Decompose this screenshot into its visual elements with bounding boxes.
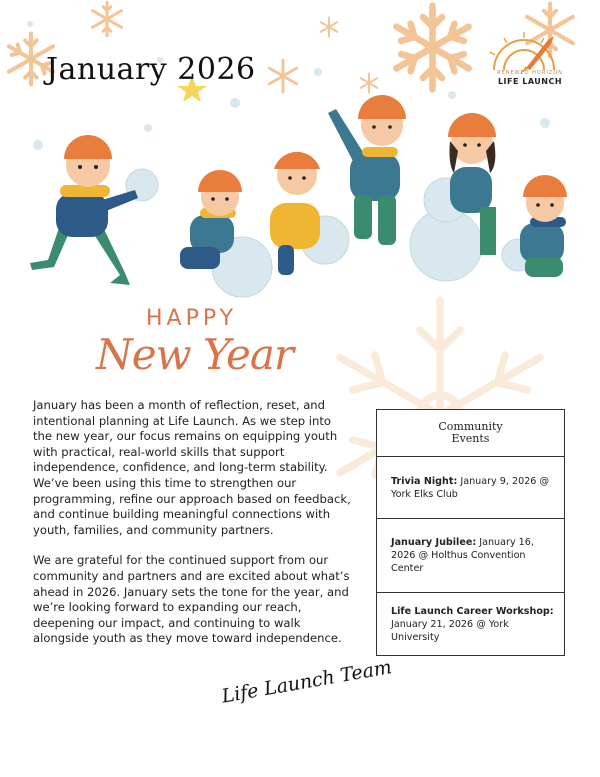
- event-details: January 9, 2026 @ York Elks Club: [391, 475, 550, 500]
- event-item: [377, 519, 564, 593]
- body-paragraph: January has been a month of reflection, reset, and intentional planning at Life Launch. As we step into the new year, our focus remains on equipping youth with practical, real-world skills that support independence, confidence, and long-term stability. We’ve been using this time to strengthen our programming, refine our approach based on feedback, and continue building meaningful connections with youth, families, and community partners.: [33, 398, 351, 537]
- events-heading: [377, 410, 564, 457]
- events-heading-line1: Community: [438, 420, 503, 433]
- logo-name: LIFE LAUNCH: [497, 77, 563, 86]
- event-item: [377, 457, 564, 519]
- logo-tagline: RENEWED HORIZON: [497, 70, 563, 76]
- event-details: January 21, 2026 @ York University: [391, 619, 509, 643]
- event-name: January Jubilee:: [391, 537, 477, 548]
- body-paragraph: We are grateful for the continued support from our community and partners and are excited about what’s ahead in 2026. January sets the tone for the year, and we’re looking forward to expanding our reach, deepening our impact, and continuing to walk alongside youth as they move toward independence.: [33, 553, 350, 646]
- event-item: [377, 593, 564, 656]
- newsletter-body: [33, 398, 351, 662]
- signature: Life Launch Team: [220, 656, 394, 708]
- children-snow-illustration: [10, 95, 590, 305]
- page-title: January 2026: [46, 52, 256, 87]
- events-heading-line2: Events: [451, 432, 490, 445]
- new-year-heading: New Year: [96, 330, 293, 379]
- community-events-box: [376, 409, 565, 656]
- happy-heading: HAPPY: [146, 306, 238, 331]
- event-details: January 16, 2026 @ Holthus Convention Center: [391, 537, 534, 574]
- event-name: Life Launch Career Workshop:: [391, 606, 554, 617]
- event-name: Trivia Night:: [391, 475, 458, 487]
